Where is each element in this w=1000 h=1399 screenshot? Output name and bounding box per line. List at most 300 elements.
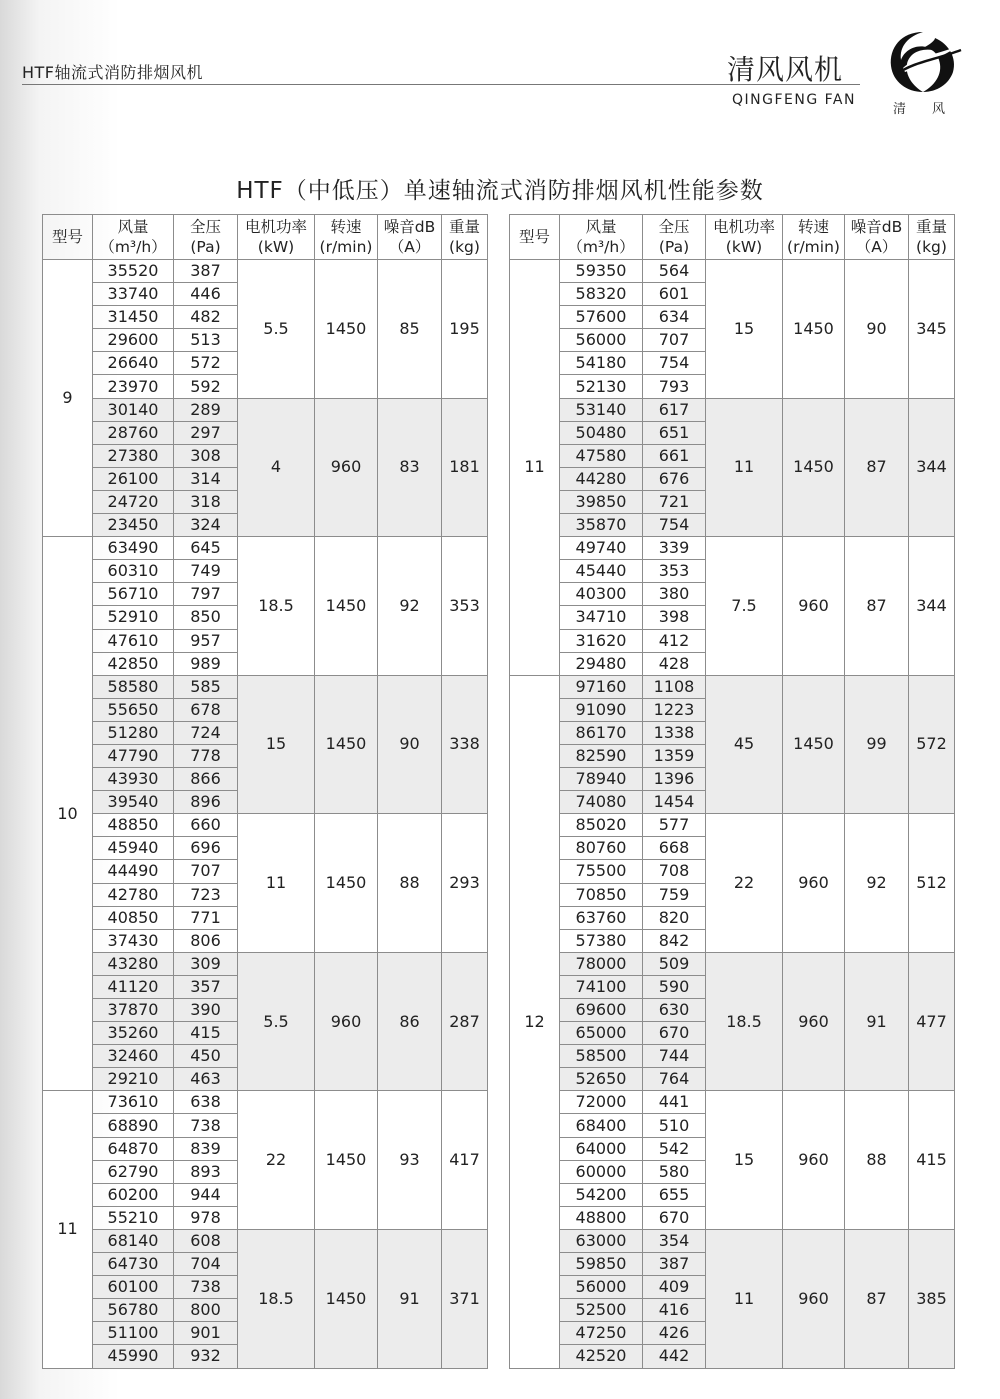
airflow-cell: 53140	[560, 398, 643, 421]
airflow-cell: 82590	[560, 744, 643, 767]
airflow-cell: 97160	[560, 675, 643, 698]
weight-cell: 293	[442, 814, 488, 953]
table-row	[510, 814, 955, 837]
power-cell: 22	[238, 1091, 315, 1230]
pressure-cell: 708	[643, 860, 706, 883]
pressure-cell: 442	[643, 1345, 706, 1368]
noise-cell: 87	[845, 398, 909, 537]
model-cell: 10	[43, 537, 93, 1091]
pressure-cell: 978	[174, 1206, 238, 1229]
pressure-cell: 446	[174, 283, 238, 306]
airflow-cell: 41120	[93, 975, 174, 998]
airflow-cell: 64000	[560, 1137, 643, 1160]
weight-cell: 385	[909, 1229, 955, 1368]
weight-cell: 344	[909, 537, 955, 676]
airflow-cell: 37430	[93, 929, 174, 952]
pressure-cell: 707	[643, 329, 706, 352]
pressure-cell: 390	[174, 999, 238, 1022]
airflow-cell: 23450	[93, 514, 174, 537]
airflow-cell: 29480	[560, 652, 643, 675]
airflow-cell: 44490	[93, 860, 174, 883]
performance-table-left	[42, 214, 488, 1369]
airflow-cell: 59850	[560, 1253, 643, 1276]
table-row	[43, 537, 488, 560]
pressure-cell: 944	[174, 1183, 238, 1206]
pressure-cell: 661	[643, 444, 706, 467]
speed-cell: 1450	[315, 1091, 378, 1230]
pressure-cell: 387	[174, 260, 238, 283]
airflow-cell: 35520	[93, 260, 174, 283]
noise-cell: 99	[845, 675, 909, 814]
airflow-cell: 45940	[93, 837, 174, 860]
col-header-model: 型号	[43, 215, 93, 260]
col-header-airflow: 风量 （m³/h）	[560, 215, 643, 260]
pressure-cell: 651	[643, 421, 706, 444]
pressure-cell: 759	[643, 883, 706, 906]
speed-cell: 1450	[783, 260, 845, 399]
pressure-cell: 797	[174, 583, 238, 606]
airflow-cell: 47580	[560, 444, 643, 467]
airflow-cell: 72000	[560, 1091, 643, 1114]
airflow-cell: 35870	[560, 514, 643, 537]
airflow-cell: 40300	[560, 583, 643, 606]
pressure-cell: 1338	[643, 721, 706, 744]
power-cell: 18.5	[706, 952, 783, 1091]
airflow-cell: 78000	[560, 952, 643, 975]
airflow-cell: 37870	[93, 999, 174, 1022]
model-cell: 9	[43, 260, 93, 537]
noise-cell: 87	[845, 537, 909, 676]
pressure-cell: 793	[643, 375, 706, 398]
power-cell: 15	[706, 260, 783, 399]
pressure-cell: 1454	[643, 791, 706, 814]
noise-cell: 85	[378, 260, 442, 399]
airflow-cell: 47250	[560, 1322, 643, 1345]
document-title: HTF（中低压）单速轴流式消防排烟风机性能参数	[236, 178, 764, 204]
pressure-cell: 724	[174, 721, 238, 744]
airflow-cell: 42780	[93, 883, 174, 906]
airflow-cell: 63000	[560, 1229, 643, 1252]
airflow-cell: 73610	[93, 1091, 174, 1114]
airflow-cell: 58580	[93, 675, 174, 698]
pressure-cell: 1359	[643, 744, 706, 767]
weight-cell: 195	[442, 260, 488, 399]
pressure-cell: 957	[174, 629, 238, 652]
product-line-label: HTF轴流式消防排烟风机	[22, 63, 204, 82]
pressure-cell: 721	[643, 490, 706, 513]
pressure-cell: 428	[643, 652, 706, 675]
weight-cell: 477	[909, 952, 955, 1091]
pressure-cell: 738	[174, 1276, 238, 1299]
pressure-cell: 1223	[643, 698, 706, 721]
weight-cell: 287	[442, 952, 488, 1091]
airflow-cell: 62790	[93, 1160, 174, 1183]
airflow-cell: 63760	[560, 906, 643, 929]
speed-cell: 960	[315, 398, 378, 537]
pressure-cell: 482	[174, 306, 238, 329]
airflow-cell: 26100	[93, 467, 174, 490]
pressure-cell: 1396	[643, 768, 706, 791]
airflow-cell: 47790	[93, 744, 174, 767]
col-header-noise: 噪音dB （A）	[378, 215, 442, 260]
pressure-cell: 850	[174, 606, 238, 629]
pressure-cell: 426	[643, 1322, 706, 1345]
table-row	[510, 260, 955, 283]
airflow-cell: 24720	[93, 490, 174, 513]
airflow-cell: 28760	[93, 421, 174, 444]
airflow-cell: 64730	[93, 1253, 174, 1276]
airflow-cell: 31620	[560, 629, 643, 652]
pressure-cell: 634	[643, 306, 706, 329]
weight-cell: 181	[442, 398, 488, 537]
col-header-weight: 重量 (kg)	[442, 215, 488, 260]
table-row	[510, 952, 955, 975]
airflow-cell: 57600	[560, 306, 643, 329]
speed-cell: 1450	[315, 814, 378, 953]
weight-cell: 338	[442, 675, 488, 814]
pressure-cell: 380	[643, 583, 706, 606]
pressure-cell: 412	[643, 629, 706, 652]
airflow-cell: 43930	[93, 768, 174, 791]
power-cell: 7.5	[706, 537, 783, 676]
airflow-cell: 44280	[560, 467, 643, 490]
pressure-cell: 308	[174, 444, 238, 467]
noise-cell: 90	[378, 675, 442, 814]
airflow-cell: 42520	[560, 1345, 643, 1368]
airflow-cell: 23970	[93, 375, 174, 398]
pressure-cell: 513	[174, 329, 238, 352]
power-cell: 15	[238, 675, 315, 814]
speed-cell: 960	[783, 537, 845, 676]
pressure-cell: 704	[174, 1253, 238, 1276]
airflow-cell: 45440	[560, 560, 643, 583]
table-header-row	[43, 215, 488, 260]
pressure-cell: 415	[174, 1022, 238, 1045]
table-row	[43, 260, 488, 283]
airflow-cell: 48800	[560, 1206, 643, 1229]
airflow-cell: 48850	[93, 814, 174, 837]
col-header-power: 电机功率 (kW)	[706, 215, 783, 260]
airflow-cell: 30140	[93, 398, 174, 421]
speed-cell: 960	[315, 952, 378, 1091]
brand-name-en: QINGFENG FAN	[732, 92, 856, 108]
speed-cell: 1450	[783, 675, 845, 814]
pressure-cell: 771	[174, 906, 238, 929]
pressure-cell: 989	[174, 652, 238, 675]
pressure-cell: 696	[174, 837, 238, 860]
pressure-cell: 754	[643, 352, 706, 375]
airflow-cell: 51280	[93, 721, 174, 744]
airflow-cell: 65000	[560, 1022, 643, 1045]
noise-cell: 90	[845, 260, 909, 399]
pressure-cell: 324	[174, 514, 238, 537]
brand-name-cn: 清风风机	[727, 53, 844, 86]
pressure-cell: 738	[174, 1114, 238, 1137]
airflow-cell: 85020	[560, 814, 643, 837]
table-row	[510, 398, 955, 421]
pressure-cell: 592	[174, 375, 238, 398]
airflow-cell: 40850	[93, 906, 174, 929]
airflow-cell: 68400	[560, 1114, 643, 1137]
pressure-cell: 866	[174, 768, 238, 791]
col-header-speed: 转速 (r/min)	[783, 215, 845, 260]
airflow-cell: 29600	[93, 329, 174, 352]
col-header-pressure: 全压 (Pa)	[174, 215, 238, 260]
weight-cell: 344	[909, 398, 955, 537]
power-cell: 11	[706, 398, 783, 537]
pressure-cell: 510	[643, 1114, 706, 1137]
airflow-cell: 78940	[560, 768, 643, 791]
airflow-cell: 56000	[560, 1276, 643, 1299]
pressure-cell: 901	[174, 1322, 238, 1345]
pressure-cell: 1108	[643, 675, 706, 698]
pressure-cell: 723	[174, 883, 238, 906]
airflow-cell: 56780	[93, 1299, 174, 1322]
table-row	[510, 537, 955, 560]
airflow-cell: 52130	[560, 375, 643, 398]
performance-table-right	[509, 214, 955, 1369]
pressure-cell: 564	[643, 260, 706, 283]
pressure-cell: 542	[643, 1137, 706, 1160]
power-cell: 15	[706, 1091, 783, 1230]
pressure-cell: 668	[643, 837, 706, 860]
noise-cell: 91	[845, 952, 909, 1091]
noise-cell: 91	[378, 1229, 442, 1368]
pressure-cell: 309	[174, 952, 238, 975]
weight-cell: 417	[442, 1091, 488, 1230]
brand-logo-icon	[883, 28, 963, 98]
speed-cell: 1450	[315, 537, 378, 676]
model-cell: 12	[510, 675, 560, 1368]
power-cell: 5.5	[238, 260, 315, 399]
airflow-cell: 74100	[560, 975, 643, 998]
logo-caption: 清风	[893, 102, 972, 117]
pressure-cell: 354	[643, 1229, 706, 1252]
weight-cell: 512	[909, 814, 955, 953]
noise-cell: 92	[845, 814, 909, 953]
airflow-cell: 43280	[93, 952, 174, 975]
airflow-cell: 63490	[93, 537, 174, 560]
pressure-cell: 764	[643, 1068, 706, 1091]
airflow-cell: 42850	[93, 652, 174, 675]
airflow-cell: 32460	[93, 1045, 174, 1068]
airflow-cell: 34710	[560, 606, 643, 629]
weight-cell: 345	[909, 260, 955, 399]
airflow-cell: 60000	[560, 1160, 643, 1183]
pressure-cell: 744	[643, 1045, 706, 1068]
pressure-cell: 398	[643, 606, 706, 629]
pressure-cell: 749	[174, 560, 238, 583]
pressure-cell: 676	[643, 467, 706, 490]
airflow-cell: 60200	[93, 1183, 174, 1206]
airflow-cell: 68140	[93, 1229, 174, 1252]
airflow-cell: 33740	[93, 283, 174, 306]
noise-cell: 86	[378, 952, 442, 1091]
table-row	[43, 952, 488, 975]
airflow-cell: 75500	[560, 860, 643, 883]
pressure-cell: 820	[643, 906, 706, 929]
weight-cell: 415	[909, 1091, 955, 1230]
noise-cell: 92	[378, 537, 442, 676]
model-cell: 11	[510, 260, 560, 676]
pressure-cell: 590	[643, 975, 706, 998]
table-row	[43, 1091, 488, 1114]
power-cell: 11	[238, 814, 315, 953]
pressure-cell: 842	[643, 929, 706, 952]
speed-cell: 1450	[315, 675, 378, 814]
speed-cell: 960	[783, 1229, 845, 1368]
airflow-cell: 54200	[560, 1183, 643, 1206]
airflow-cell: 86170	[560, 721, 643, 744]
weight-cell: 371	[442, 1229, 488, 1368]
airflow-cell: 26640	[93, 352, 174, 375]
speed-cell: 1450	[315, 1229, 378, 1368]
airflow-cell: 64870	[93, 1137, 174, 1160]
noise-cell: 88	[845, 1091, 909, 1230]
table-row	[43, 398, 488, 421]
table-row	[510, 1229, 955, 1252]
airflow-cell: 74080	[560, 791, 643, 814]
pressure-cell: 585	[174, 675, 238, 698]
pressure-cell: 416	[643, 1299, 706, 1322]
airflow-cell: 58320	[560, 283, 643, 306]
pressure-cell: 932	[174, 1345, 238, 1368]
power-cell: 18.5	[238, 1229, 315, 1368]
pressure-cell: 577	[643, 814, 706, 837]
airflow-cell: 51100	[93, 1322, 174, 1345]
weight-cell: 353	[442, 537, 488, 676]
power-cell: 4	[238, 398, 315, 537]
airflow-cell: 54180	[560, 352, 643, 375]
speed-cell: 960	[783, 1091, 845, 1230]
pressure-cell: 463	[174, 1068, 238, 1091]
airflow-cell: 29210	[93, 1068, 174, 1091]
noise-cell: 87	[845, 1229, 909, 1368]
pressure-cell: 638	[174, 1091, 238, 1114]
pressure-cell: 441	[643, 1091, 706, 1114]
airflow-cell: 58500	[560, 1045, 643, 1068]
speed-cell: 1450	[783, 398, 845, 537]
table-row	[43, 814, 488, 837]
col-header-airflow: 风量 （m³/h）	[93, 215, 174, 260]
speed-cell: 960	[783, 952, 845, 1091]
pressure-cell: 318	[174, 490, 238, 513]
airflow-cell: 91090	[560, 698, 643, 721]
airflow-cell: 52650	[560, 1068, 643, 1091]
airflow-cell: 31450	[93, 306, 174, 329]
airflow-cell: 52500	[560, 1299, 643, 1322]
noise-cell: 93	[378, 1091, 442, 1230]
col-header-power: 电机功率 (kW)	[238, 215, 315, 260]
pressure-cell: 580	[643, 1160, 706, 1183]
airflow-cell: 49740	[560, 537, 643, 560]
airflow-cell: 80760	[560, 837, 643, 860]
airflow-cell: 68890	[93, 1114, 174, 1137]
pressure-cell: 509	[643, 952, 706, 975]
airflow-cell: 50480	[560, 421, 643, 444]
pressure-cell: 893	[174, 1160, 238, 1183]
airflow-cell: 35260	[93, 1022, 174, 1045]
airflow-cell: 56710	[93, 583, 174, 606]
pressure-cell: 608	[174, 1229, 238, 1252]
airflow-cell: 57380	[560, 929, 643, 952]
pressure-cell: 670	[643, 1022, 706, 1045]
pressure-cell: 778	[174, 744, 238, 767]
col-header-pressure: 全压 (Pa)	[643, 215, 706, 260]
pressure-cell: 409	[643, 1276, 706, 1299]
airflow-cell: 60100	[93, 1276, 174, 1299]
pressure-cell: 450	[174, 1045, 238, 1068]
table-header-row	[510, 215, 955, 260]
pressure-cell: 655	[643, 1183, 706, 1206]
power-cell: 45	[706, 675, 783, 814]
airflow-cell: 52910	[93, 606, 174, 629]
pressure-cell: 339	[643, 537, 706, 560]
pressure-cell: 670	[643, 1206, 706, 1229]
speed-cell: 1450	[315, 260, 378, 399]
pressure-cell: 754	[643, 514, 706, 537]
col-header-speed: 转速 (r/min)	[315, 215, 378, 260]
power-cell: 22	[706, 814, 783, 953]
noise-cell: 83	[378, 398, 442, 537]
pressure-cell: 630	[643, 999, 706, 1022]
pressure-cell: 617	[643, 398, 706, 421]
col-header-noise: 噪音dB （A）	[845, 215, 909, 260]
airflow-cell: 69600	[560, 999, 643, 1022]
airflow-cell: 39540	[93, 791, 174, 814]
table-row	[43, 1229, 488, 1252]
pressure-cell: 297	[174, 421, 238, 444]
pressure-cell: 357	[174, 975, 238, 998]
table-row	[43, 675, 488, 698]
col-header-weight: 重量 (kg)	[909, 215, 955, 260]
airflow-cell: 55210	[93, 1206, 174, 1229]
power-cell: 11	[706, 1229, 783, 1368]
table-row	[510, 675, 955, 698]
airflow-cell: 27380	[93, 444, 174, 467]
airflow-cell: 70850	[560, 883, 643, 906]
airflow-cell: 56000	[560, 329, 643, 352]
table-row	[510, 1091, 955, 1114]
pressure-cell: 800	[174, 1299, 238, 1322]
pressure-cell: 660	[174, 814, 238, 837]
pressure-cell: 572	[174, 352, 238, 375]
pressure-cell: 839	[174, 1137, 238, 1160]
noise-cell: 88	[378, 814, 442, 953]
pressure-cell: 806	[174, 929, 238, 952]
col-header-model: 型号	[510, 215, 560, 260]
pressure-cell: 353	[643, 560, 706, 583]
weight-cell: 572	[909, 675, 955, 814]
power-cell: 5.5	[238, 952, 315, 1091]
pressure-cell: 678	[174, 698, 238, 721]
airflow-cell: 60310	[93, 560, 174, 583]
airflow-cell: 39850	[560, 490, 643, 513]
pressure-cell: 707	[174, 860, 238, 883]
pressure-cell: 896	[174, 791, 238, 814]
airflow-cell: 45990	[93, 1345, 174, 1368]
airflow-cell: 47610	[93, 629, 174, 652]
pressure-cell: 314	[174, 467, 238, 490]
model-cell: 11	[43, 1091, 93, 1368]
pressure-cell: 645	[174, 537, 238, 560]
airflow-cell: 59350	[560, 260, 643, 283]
pressure-cell: 289	[174, 398, 238, 421]
pressure-cell: 601	[643, 283, 706, 306]
airflow-cell: 55650	[93, 698, 174, 721]
pressure-cell: 387	[643, 1253, 706, 1276]
power-cell: 18.5	[238, 537, 315, 676]
